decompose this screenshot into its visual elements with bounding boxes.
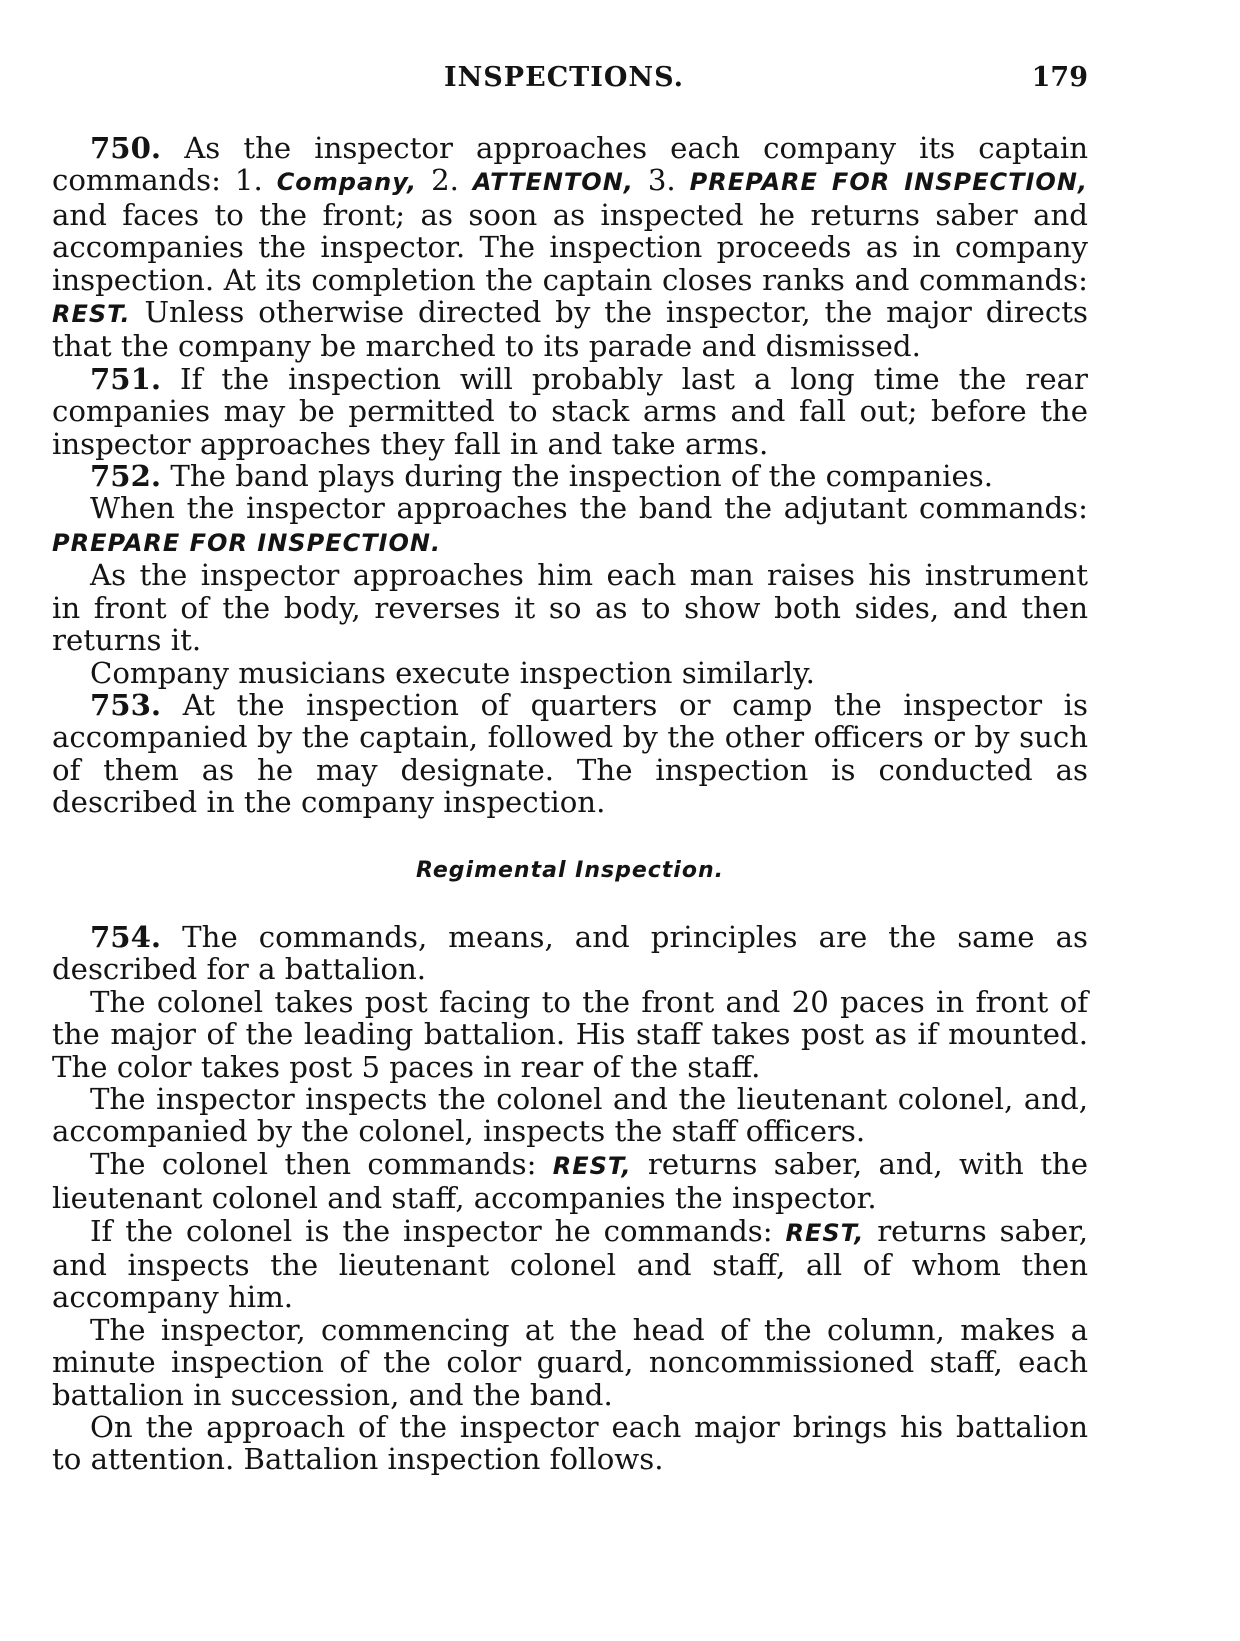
text: 2. [417, 163, 473, 198]
text: On the approach of the inspector each major brings his battalion to attention. Battalion inspection follows. [52, 1410, 1088, 1477]
text: The colonel then commands: [90, 1146, 553, 1181]
paragraph-number: 754. [90, 919, 162, 954]
text: If the inspection will probably last a long time the rear companies may be permitted to stack arms and fall out; before the inspector approaches they fall in and take arms. [52, 361, 1088, 461]
page-header [52, 62, 1088, 114]
text: The inspector inspects the colonel and the lieutenant colonel, and, accompanied by the colonel, inspects the staff officers. [52, 1081, 1088, 1149]
paragraph-754-g [52, 1411, 1088, 1476]
paragraph-754-c [52, 1083, 1088, 1148]
text: and faces to the front; as soon as inspected he returns saber and accompanies the inspector. The inspection proceeds as in company inspection. At its completion the captain closes ranks and commands: [52, 197, 1088, 297]
text: returns saber, and, with the lieutenant colonel and staff, accompanies the inspector. [52, 1146, 1088, 1216]
text: The commands, means, and principles are the same as described for a battalion. [52, 919, 1088, 987]
command-prepare-for-inspection: PREPARE FOR INSPECTION. [52, 528, 442, 557]
text: The inspector, commencing at the head of the column, makes a minute inspection of the color guard, noncommissioned staff, each battalion in succession, and the band. [52, 1312, 1088, 1412]
body-text [52, 132, 1088, 1476]
text: 3. [633, 163, 690, 198]
text: When the inspector approaches the band the adjutant commands: [90, 491, 1088, 526]
running-head: INSPECTIONS. [444, 62, 685, 93]
paragraph-number: 750. [90, 131, 162, 165]
paragraph-752 [52, 460, 1088, 492]
command-rest: REST, [785, 1218, 865, 1247]
paragraph-752-d [52, 657, 1088, 689]
page-number: 179 [1031, 62, 1088, 93]
book-page [52, 62, 1088, 1476]
paragraph-number: 753. [90, 687, 162, 722]
paragraph-754-e [52, 1215, 1088, 1314]
text: At the inspection of quarters or camp the inspector is accompanied by the captain, followed by the other officers or by such of them as he may designate. The inspection is conducted as described in the company inspection. [52, 687, 1088, 820]
command-rest: REST. [52, 300, 131, 329]
paragraph-number: 751. [90, 361, 162, 396]
text: Unless otherwise directed by the inspector, the major directs that the company be marched to its parade and dismissed. [52, 295, 1088, 364]
paragraph-753 [52, 689, 1088, 819]
command-prepare-for-inspection: PREPARE FOR INSPECTION, [689, 168, 1089, 197]
paragraph-750 [52, 132, 1088, 363]
paragraph-752-b [52, 492, 1088, 559]
paragraph-number: 752. [90, 459, 162, 494]
command-rest: REST, [552, 1151, 632, 1180]
paragraph-754 [52, 921, 1088, 986]
text: Company musicians execute inspection similarly. [90, 655, 815, 690]
text: As the inspector approaches each company its captain commands: 1. [52, 131, 1088, 198]
text: The colonel takes post facing to the front and 20 paces in front of the major of the leading battalion. His staff takes post as if mounted. The color takes post 5 paces in rear of the staff. [52, 984, 1088, 1084]
text: As the inspector approaches him each man raises his instrument in front of the body, reverses it so as to show both sides, and then returns it. [52, 558, 1088, 658]
paragraph-752-c [52, 559, 1088, 656]
text: If the colonel is the inspector he commands: [90, 1213, 786, 1248]
command-attention: ATTENTON, [472, 168, 634, 197]
paragraph-754-f [52, 1314, 1088, 1411]
section-heading: Regimental Inspection. [416, 857, 724, 883]
text: returns saber, and inspects the lieutenant colonel and staff, all of whom then accompany him. [52, 1213, 1088, 1315]
command-company: Company, [276, 168, 418, 197]
paragraph-754-b [52, 986, 1088, 1083]
paragraph-751 [52, 363, 1088, 460]
text: The band plays during the inspection of the companies. [161, 459, 994, 494]
paragraph-754-d [52, 1148, 1088, 1215]
